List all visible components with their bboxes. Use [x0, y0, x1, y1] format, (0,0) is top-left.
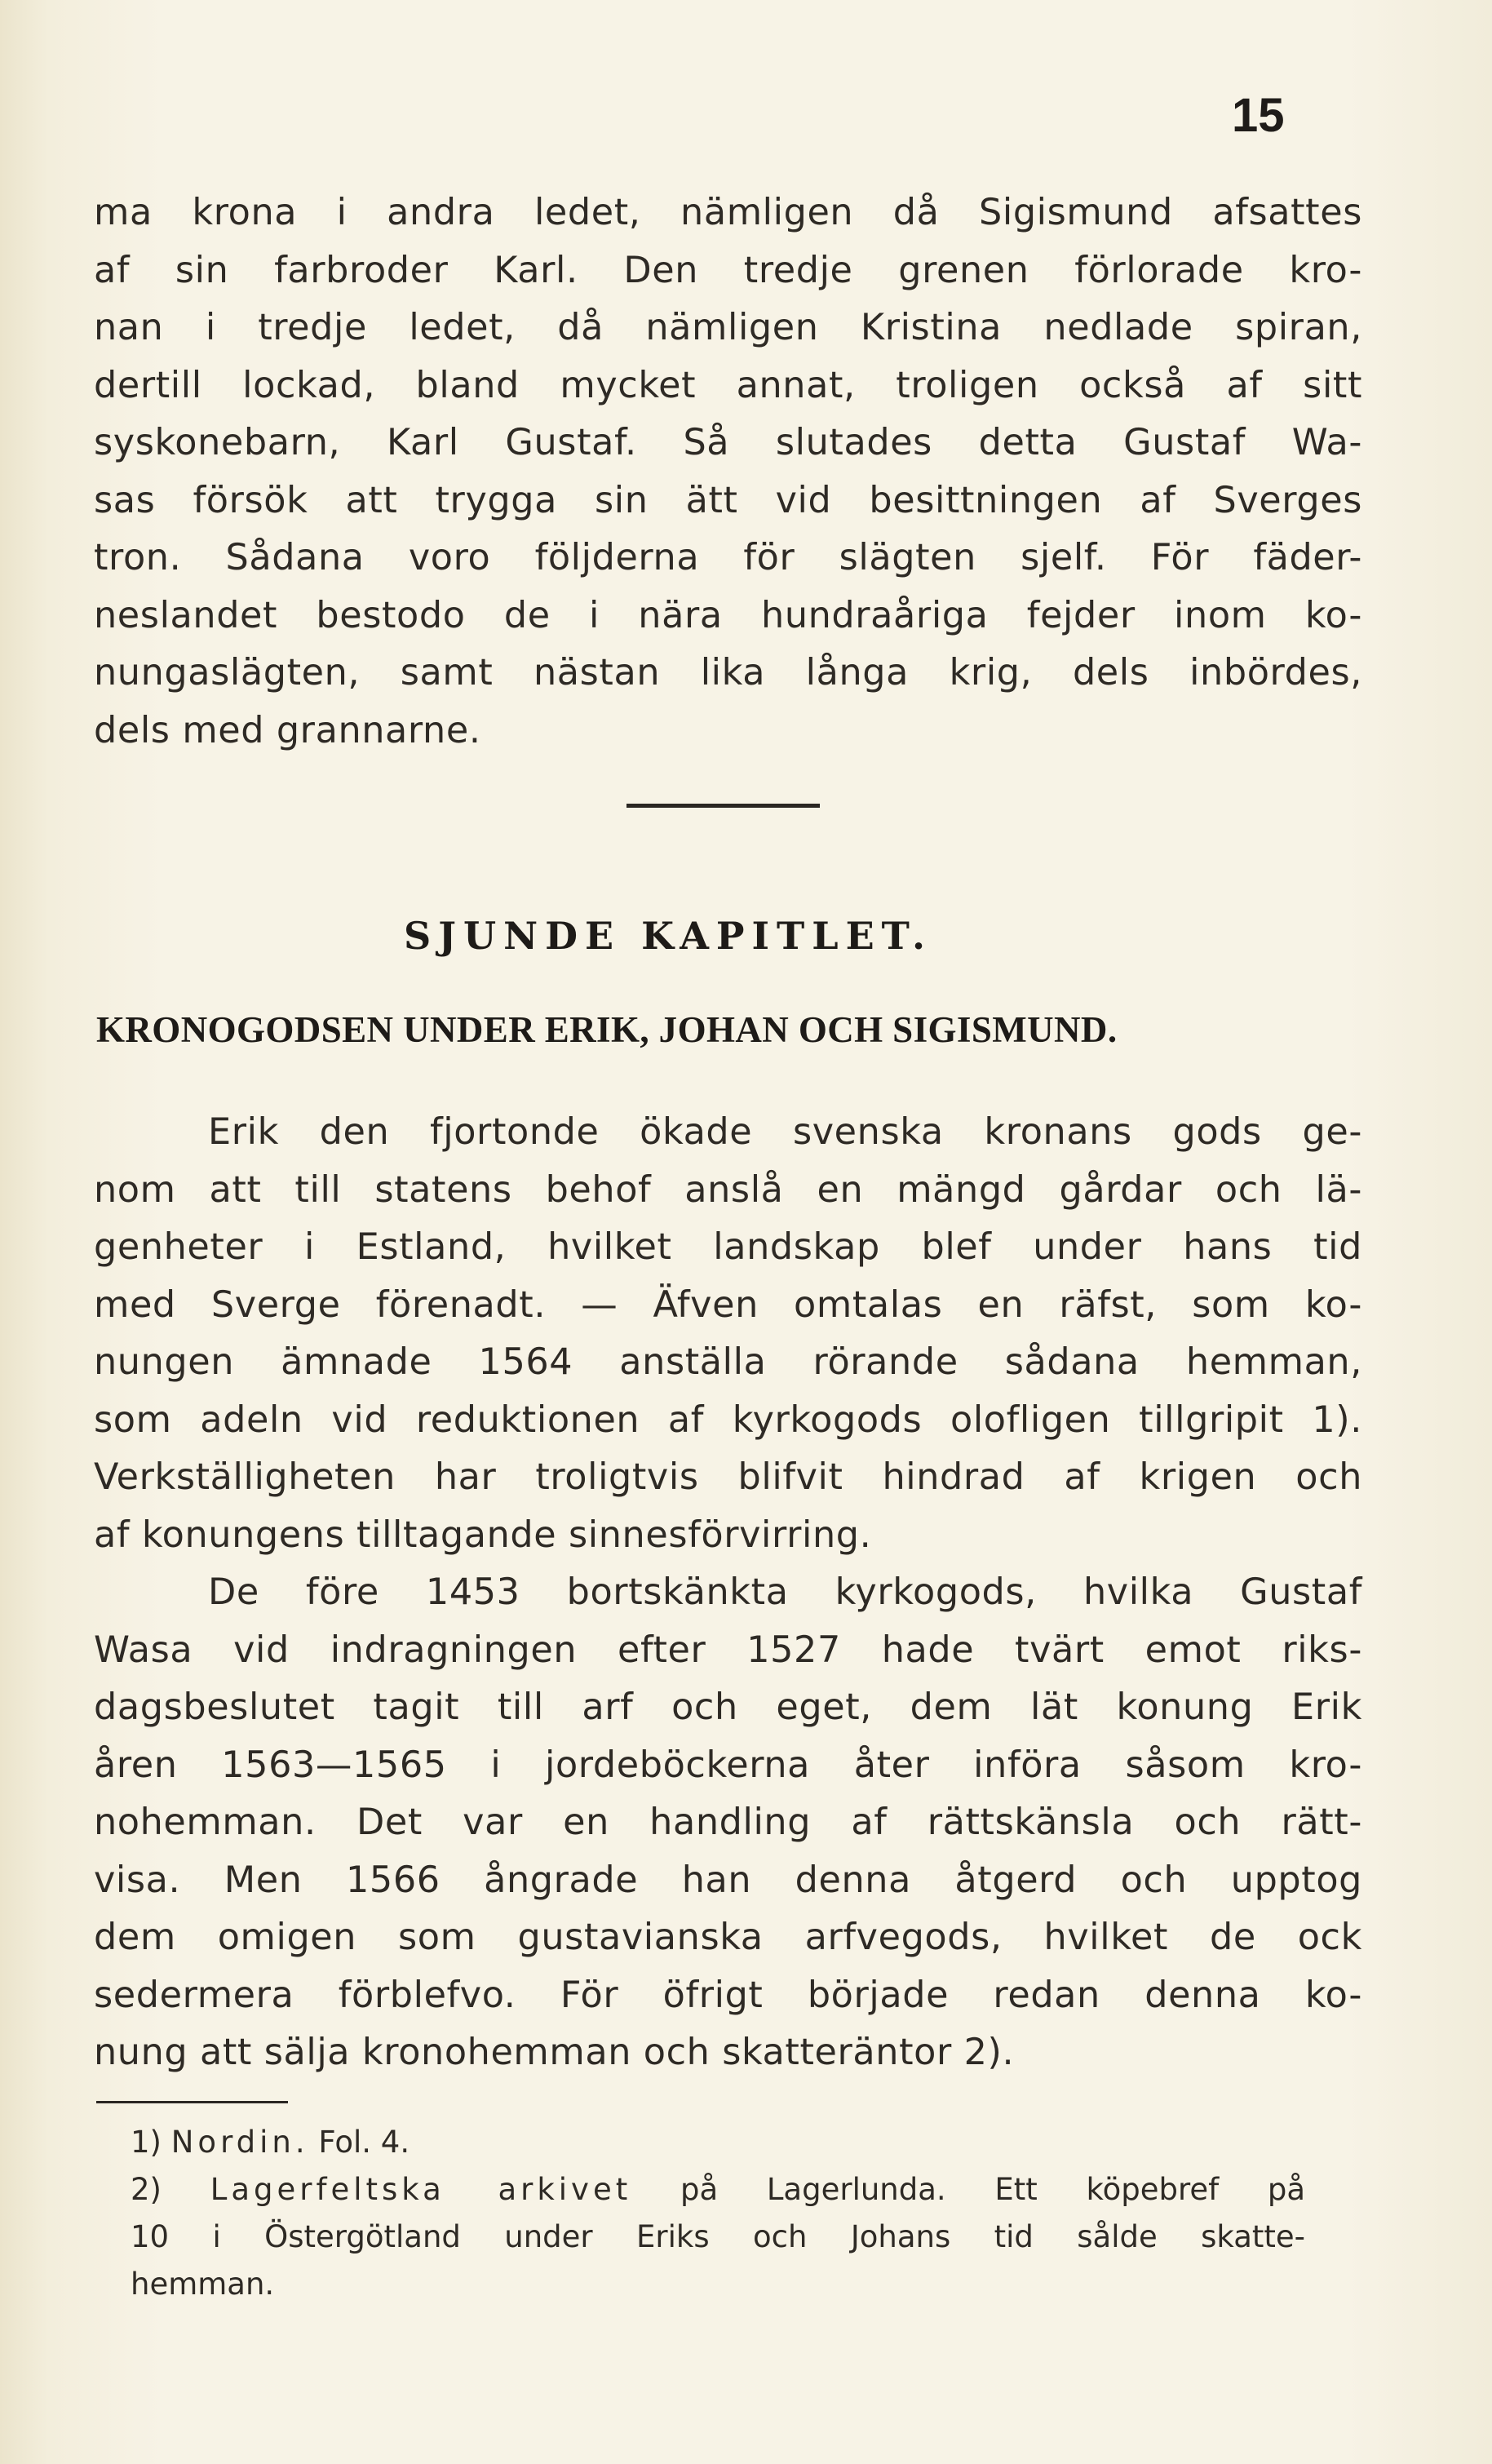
text-line: nungaslägten, samt nästan lika långa krig, dels inbördes, — [94, 652, 1362, 694]
footnote-2-continuation: hemman. — [131, 2267, 275, 2302]
text-line: nan i tredje ledet, då nämligen Kristina nedlade spiran, — [94, 307, 1362, 348]
text-line: Verkställigheten har troligtvis blifvit hindrad af krigen och — [94, 1456, 1362, 1498]
page-number: 15 — [1232, 89, 1285, 142]
text-line: dels med grannarne. — [94, 709, 481, 751]
footnote-2 — [131, 2166, 1305, 2214]
footnote-author: Nordin. — [170, 2125, 309, 2160]
text-line: åren 1563—1565 i jordeböckerna åter införa såsom kro- — [94, 1744, 1362, 1786]
text-line: neslandet bestodo de i nära hundraåriga fejder inom ko- — [94, 594, 1362, 636]
text-line: tron. Sådana voro följderna för slägten sjelf. För fäder- — [94, 537, 1362, 578]
text-line: syskonebarn, Karl Gustaf. Så slutades detta Gustaf Wa- — [94, 422, 1362, 463]
paragraph — [94, 1104, 1362, 1564]
footnote-author: Lagerfeltska arkivet — [210, 2172, 632, 2207]
text-line: dagsbeslutet tagit till arf och eget, dem lät konung Erik — [94, 1686, 1362, 1728]
footnote-marker: 1) — [131, 2125, 162, 2160]
text-line: sas försök att trygga sin ätt vid besittningen af Sverges — [94, 479, 1362, 521]
text-line: genheter i Estland, hvilket landskap blef under hans tid — [94, 1226, 1362, 1268]
text-line: nung att sälja kronohemman och skatteräntor 2). — [94, 2032, 1015, 2073]
chapter-heading: SJUNDE KAPITLET. — [404, 914, 932, 958]
text-line: nom att till statens behof anslå en mängd gårdar och lä- — [94, 1168, 1362, 1211]
footnote-marker: 2) — [131, 2172, 162, 2207]
text-line: af sin farbroder Karl. Den tredje grenen förlorade kro- — [94, 249, 1362, 291]
text-line: nungen ämnade 1564 anställa rörande sådana hemman, — [94, 1341, 1362, 1383]
chapter-subtitle: KRONOGODSEN UNDER ERIK, JOHAN OCH SIGISMUND. — [96, 1009, 1118, 1050]
text-line: visa. Men 1566 ångrade han denna åtgerd och upptog — [94, 1859, 1362, 1901]
footnote-2-continuation: 10 i Östergötland under Eriks och Johans tid sålde skatte- — [131, 2219, 1305, 2254]
text-line: nohemman. Det var en handling af rättskänsla och rätt- — [94, 1801, 1362, 1843]
text-line: dem omigen som gustavianska arfvegods, hvilket de ock — [94, 1917, 1362, 1958]
footnotes — [131, 2119, 1305, 2308]
text-line: med Sverge förenadt. — Äfven omtalas en räfst, som ko- — [94, 1283, 1362, 1326]
text-line: som adeln vid reduktionen af kyrkogods olofligen tillgripit 1). — [94, 1398, 1362, 1441]
footnote-1 — [131, 2119, 1305, 2166]
text-line: sedermera förblefvo. För öfrigt började redan denna ko- — [94, 1974, 1362, 2016]
text-line: af konungens tilltagande sinnesförvirring. — [94, 1513, 872, 1556]
text-line: Wasa vid indragningen efter 1527 hade tvärt emot riks- — [94, 1629, 1362, 1671]
text-line: Erik den fjortonde ökade svenska kronans gods ge- — [208, 1111, 1362, 1153]
paragraph — [94, 1564, 1362, 2082]
text-line: dertill lockad, bland mycket annat, troligen också af sitt — [94, 364, 1362, 406]
text-line: ma krona i andra ledet, nämligen då Sigismund afsattes — [94, 192, 1362, 233]
paragraph-continuation — [94, 184, 1362, 760]
footnote-text: på Lagerlunda. Ett köpebref på — [680, 2172, 1306, 2207]
footnote-reference: Fol. 4. — [318, 2125, 410, 2160]
text-line: De före 1453 bortskänkta kyrkogods, hvilka Gustaf — [208, 1571, 1362, 1613]
footnote-divider — [96, 2101, 288, 2103]
section-divider — [626, 804, 820, 808]
